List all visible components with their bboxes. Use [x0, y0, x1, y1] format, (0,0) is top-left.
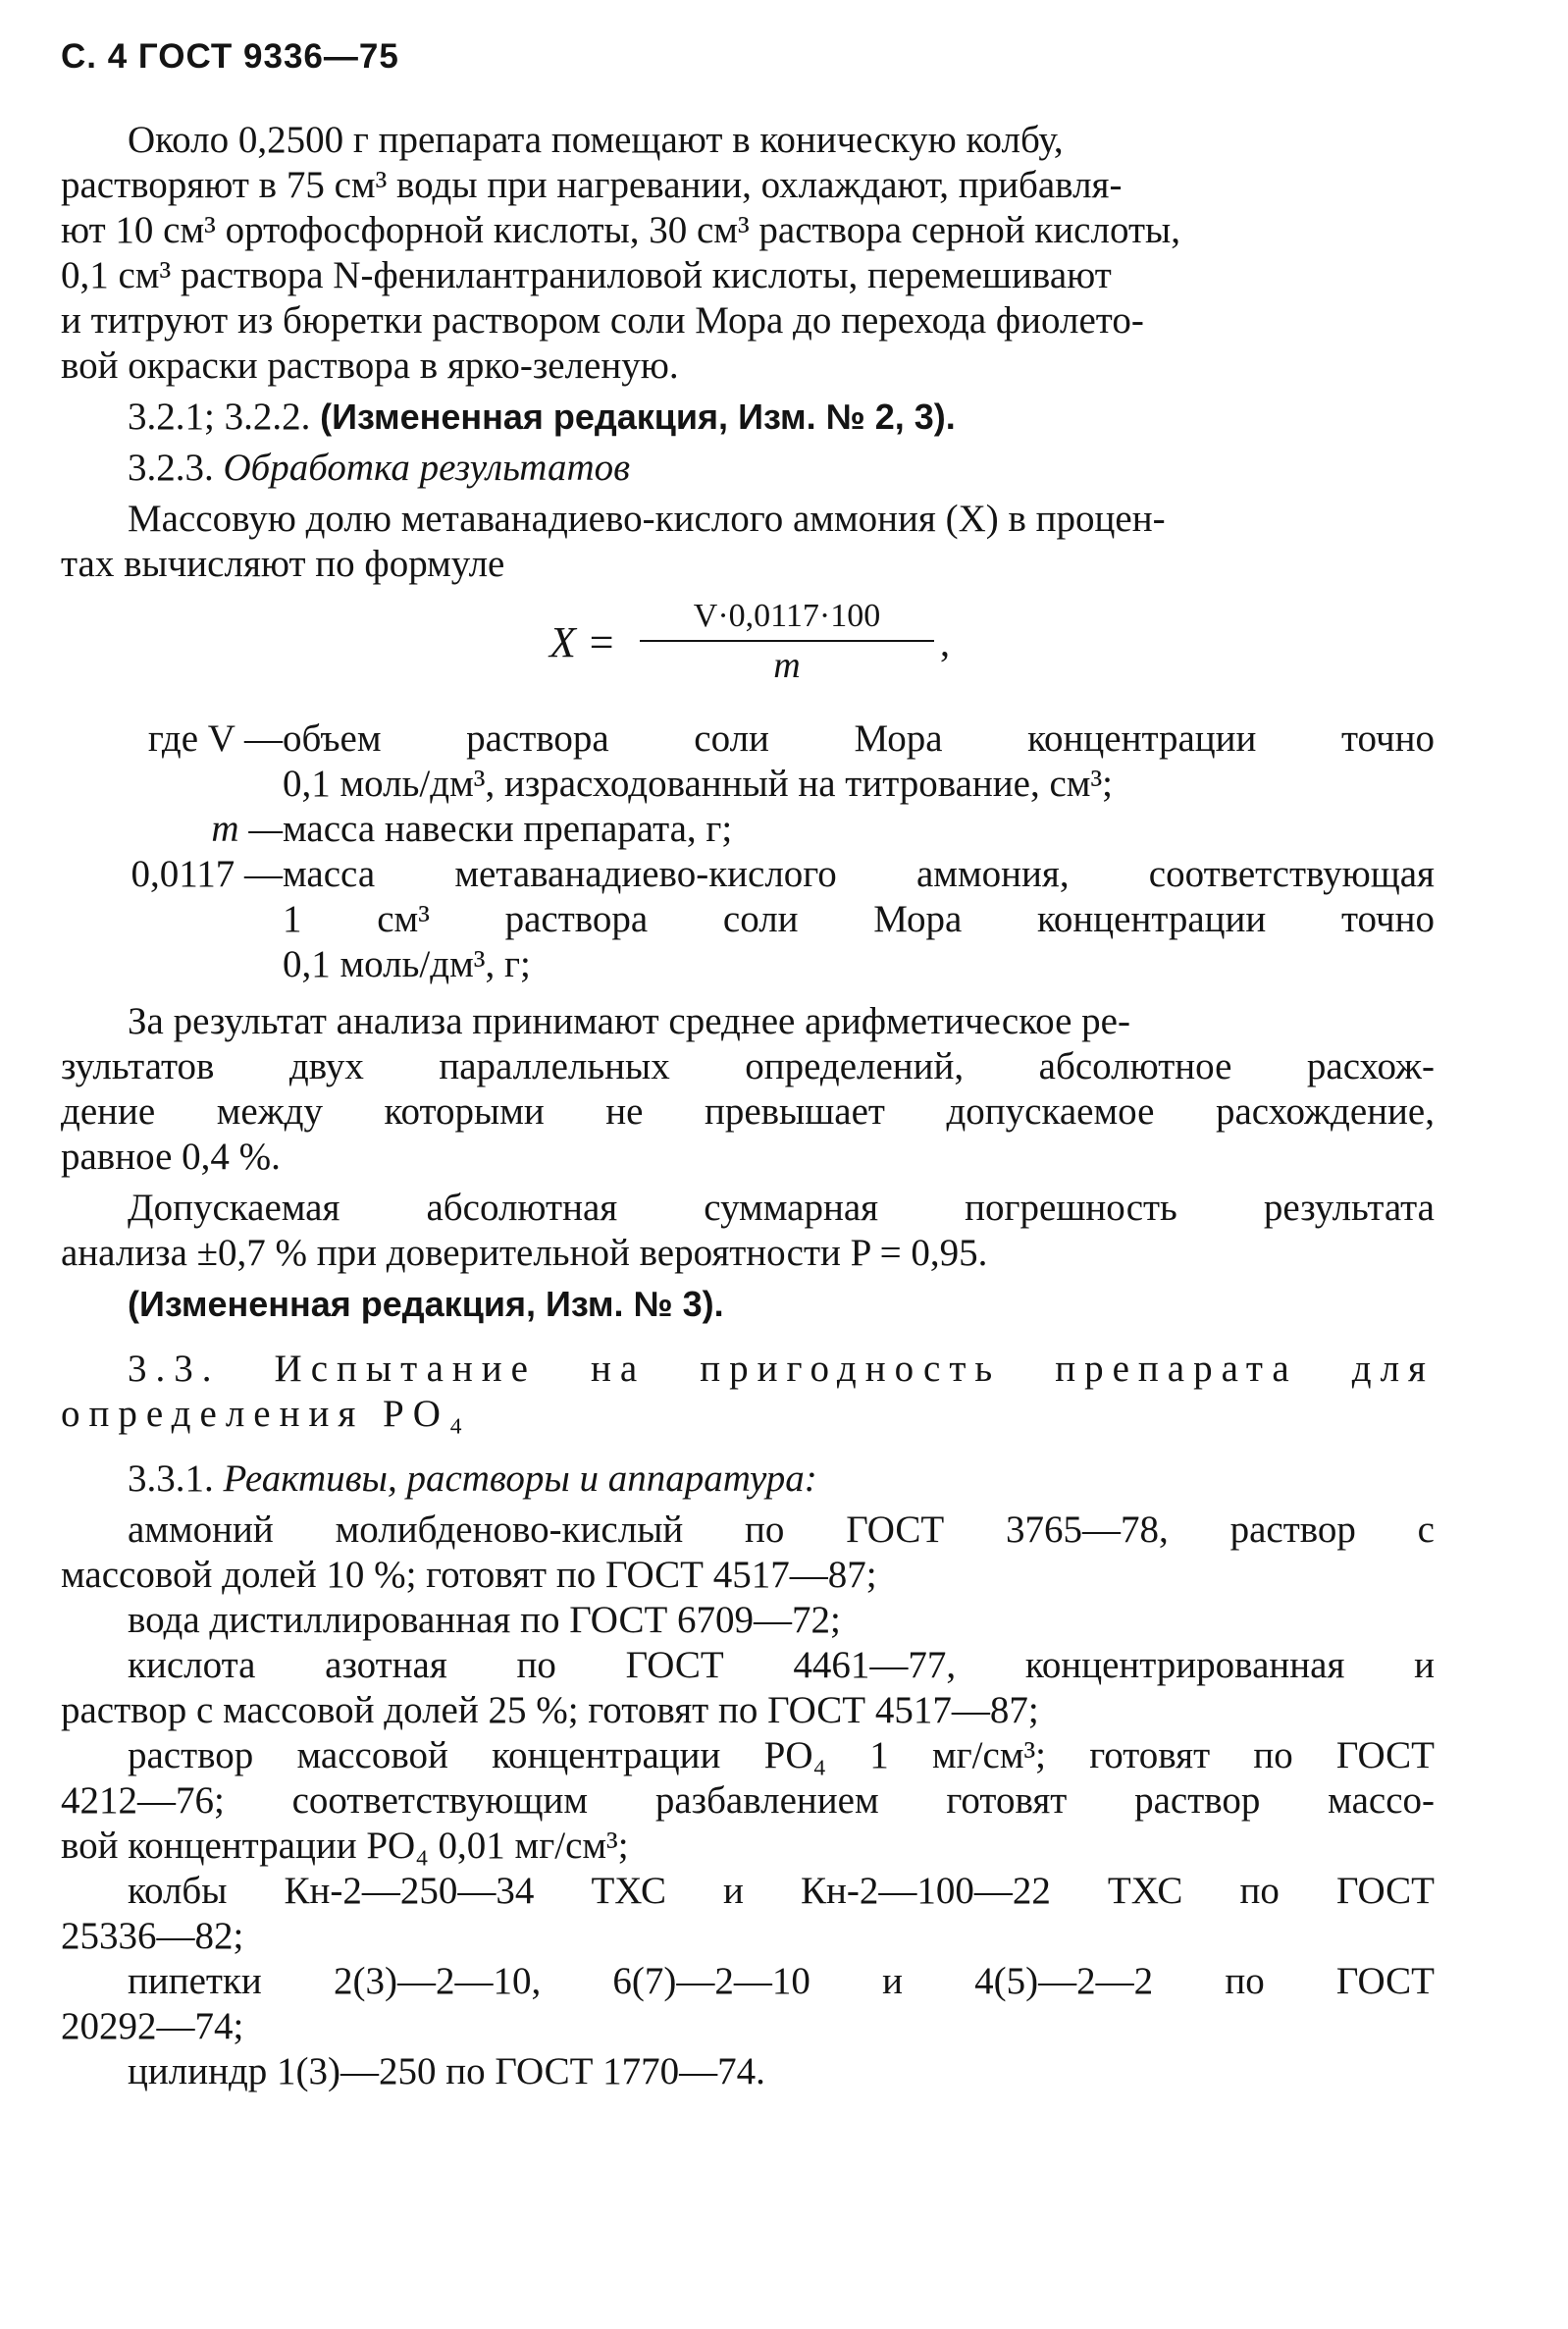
text-line: вода дистиллированная по ГОСТ 6709—72; — [128, 1599, 841, 1641]
definition-coefficient — [61, 852, 1435, 987]
text-line: 1 см³ раствора соли Мора концентрации точно — [283, 898, 1435, 940]
text-line: пипетки 2(3)—2—10, 6(7)—2—10 и 4(5)—2—2 по ГОСТ — [128, 1960, 1435, 2002]
text-line: 0,1 моль/дм³, израсходованный на титрование, см³; — [283, 763, 1114, 805]
text-line: За результат анализа принимают среднее арифметическое ре- — [128, 1000, 1130, 1042]
text-line: раствор с массовой долей 25 %; готовят по ГОСТ 4517—87; — [61, 1689, 1039, 1731]
text-line: колбы Кн-2—250—34 ТХС и Кн-2—100—22 ТХС по ГОСТ — [128, 1870, 1435, 1912]
formula-lhs: X = — [549, 618, 616, 666]
text-line: 25336—82; — [61, 1915, 244, 1957]
text-line: Массовую долю метаванадиево-кислого аммония (X) в процен- — [128, 498, 1166, 540]
formula-fraction — [640, 595, 934, 687]
reagent-item — [61, 1643, 1435, 1733]
text-line: массовой долей 10 %; готовят по ГОСТ 4517—87; — [61, 1554, 877, 1596]
text-line: вой окраски раствора в ярко-зеленую. — [61, 344, 679, 387]
text-line: Около 0,2500 г препарата помещают в коническую колбу, — [128, 119, 1064, 161]
section-3-3-1 — [61, 1456, 1435, 1502]
section-title: Обработка результатов — [223, 447, 631, 489]
reagents-list — [61, 1508, 1435, 2094]
text-line: цилиндр 1(3)—250 по ГОСТ 1770—74. — [128, 2050, 765, 2092]
formula-trail: , — [940, 620, 950, 664]
change-note-prefix: 3.2.1; 3.2.2. — [128, 396, 321, 438]
text-line: растворяют в 75 см³ воды при нагревании, охлаждают, прибавля- — [61, 164, 1123, 206]
text-line: 0,1 см³ раствора N-фенилантраниловой кислоты, перемешивают — [61, 254, 1112, 296]
text-line: дение между которыми не превышает допускаемое расхождение, — [61, 1090, 1435, 1133]
definition-key — [61, 716, 283, 762]
text-line: 20292—74; — [61, 2005, 244, 2047]
definition-desc — [283, 716, 1435, 807]
definition-key-text: 0,0117 — — [131, 853, 283, 895]
paragraph-formula-intro — [61, 497, 1435, 587]
section-3-3 — [61, 1347, 1435, 1437]
change-note-1 — [61, 395, 1435, 440]
section-heading-line: 3.3. Испытание на пригодность препарата для — [128, 1348, 1435, 1390]
page-header: С. 4 ГОСТ 9336—75 — [61, 37, 399, 76]
definition-key-text: где V — — [147, 717, 283, 760]
text-line: аммоний молибденово-кислый по ГОСТ 3765—78, раствор с — [128, 1509, 1435, 1551]
formula-numerator: V·0,0117·100 — [693, 598, 881, 634]
section-number: 3.2.3. — [128, 447, 224, 489]
text-line: равное 0,4 %. — [61, 1136, 281, 1178]
definition-key — [61, 807, 283, 852]
reagent-item — [61, 2049, 1435, 2094]
page-content — [61, 118, 1435, 2094]
section-title: Реактивы, растворы и аппаратура: — [223, 1457, 817, 1500]
reagent-item — [61, 1508, 1435, 1598]
text-line: зультатов двух параллельных определений, абсолютное расхож- — [61, 1045, 1435, 1087]
formula-definitions — [61, 716, 1435, 987]
formula-denominator: m — [773, 645, 801, 686]
text-line: масса навески препарата, г; — [283, 808, 733, 850]
fraction-bar — [640, 640, 934, 642]
definition-m — [61, 807, 1435, 852]
text-line: вой концентрации PO₄ 0,01 мг/см³; — [61, 1825, 629, 1867]
text-line: 4212—76; соответствующим разбавлением готовят раствор массо- — [61, 1779, 1435, 1822]
reagent-item — [61, 1869, 1435, 1959]
definition-key-text: m — — [211, 808, 283, 850]
section-number: 3.3.1. — [128, 1457, 224, 1500]
text-line: раствор массовой концентрации PO₄ 1 мг/см³; готовят по ГОСТ — [128, 1734, 1435, 1776]
paragraph-error — [61, 1186, 1435, 1276]
section-3-2-3 — [61, 446, 1435, 491]
text-line: и титруют из бюретки раствором соли Мора до перехода фиолето- — [61, 299, 1144, 342]
text-line: кислота азотная по ГОСТ 4461—77, концентрированная и — [128, 1644, 1435, 1686]
reagent-item — [61, 1598, 1435, 1643]
text-line: тах вычисляют по формуле — [61, 543, 505, 585]
text-line: анализа ±0,7 % при доверительной вероятности P = 0,95. — [61, 1232, 988, 1274]
paragraph-result — [61, 999, 1435, 1180]
definition-desc — [283, 852, 1435, 987]
reagent-item — [61, 1959, 1435, 2049]
text-line: масса метаванадиево-кислого аммония, соответствующая — [283, 853, 1435, 895]
change-note-text: (Измененная редакция, Изм. № 2, 3). — [320, 397, 956, 437]
reagent-item — [61, 1733, 1435, 1869]
formula — [61, 595, 1435, 703]
definition-v — [61, 716, 1435, 807]
text-line: ют 10 см³ ортофосфорной кислоты, 30 см³ раствора серной кислоты, — [61, 209, 1180, 251]
paragraph-method — [61, 118, 1435, 389]
text-line: 0,1 моль/дм³, г; — [283, 943, 531, 985]
change-note-2: (Измененная редакция, Изм. № 3). — [128, 1284, 724, 1324]
text-line: объем раствора соли Мора концентрации точно — [283, 717, 1435, 760]
definition-desc — [283, 807, 1435, 852]
section-heading-line: определения PO₄ — [61, 1393, 472, 1435]
definition-key — [61, 852, 283, 897]
text-line: Допускаемая абсолютная суммарная погрешность результата — [128, 1187, 1435, 1229]
